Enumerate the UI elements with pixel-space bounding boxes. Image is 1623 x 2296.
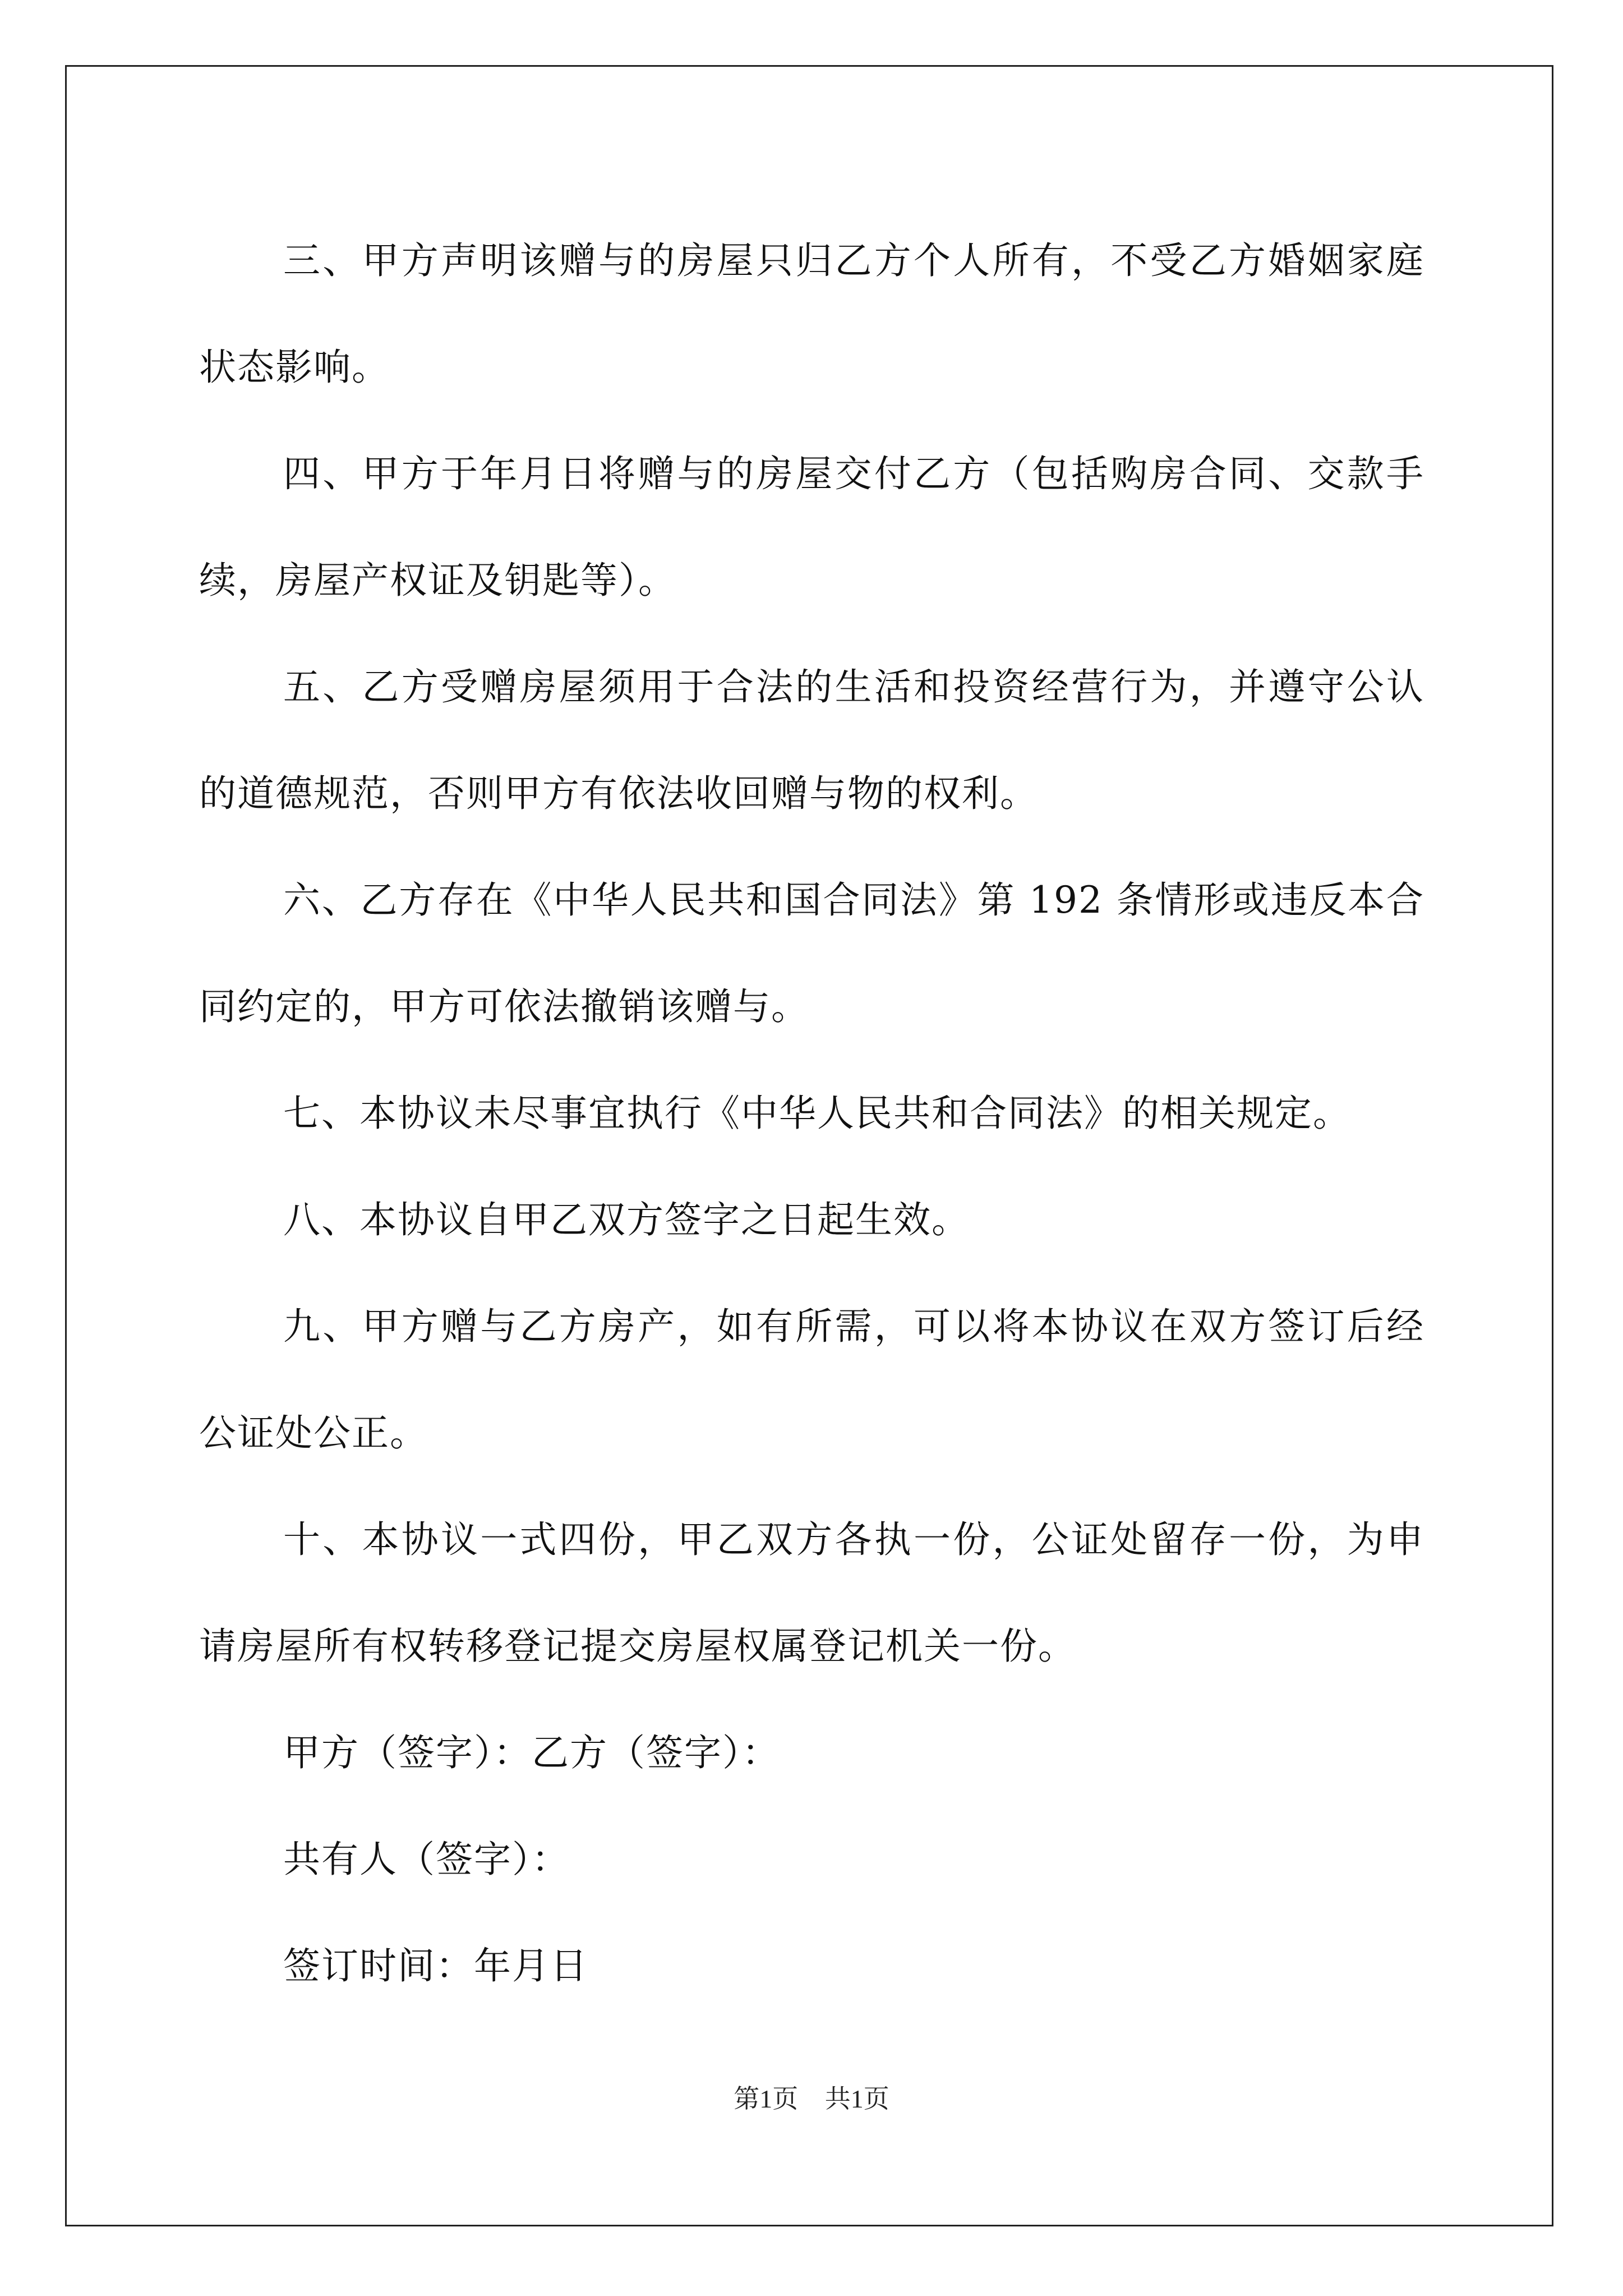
page-total: 共1页 — [824, 2085, 889, 2113]
clause-3: 三、甲方声明该赠与的房屋只归乙方个人所有，不受乙方婚姻家庭状态影响。 — [199, 239, 1424, 389]
document-body — [199, 208, 1424, 2019]
clause-4: 四、甲方于年月日将赠与的房屋交付乙方（包括购房合同、交款手续，房屋产权证及钥匙等）。 — [199, 452, 1424, 602]
clause-5: 五、乙方受赠房屋须用于合法的生活和投资经营行为，并遵守公认的道德规范，否则甲方有依法收回赠与物的权利。 — [199, 665, 1424, 815]
clause-7: 七、本协议未尽事宜执行《中华人民共和合同法》的相关规定。 — [283, 1092, 1351, 1135]
page-number: 第1页 — [734, 2085, 799, 2113]
clause-10: 十、本协议一式四份，甲乙双方各执一份，公证处留存一份，为申请房屋所有权转移登记提交房屋权属登记机关一份。 — [199, 1518, 1424, 1668]
clause-8: 八、本协议自甲乙双方签字之日起生效。 — [283, 1198, 970, 1241]
clause-9: 九、甲方赠与乙方房产，如有所需，可以将本协议在双方签订后经公证处公正。 — [199, 1305, 1424, 1455]
page-footer — [0, 2078, 1623, 2115]
signing-date: 签订时间：年月日 — [283, 1944, 588, 1987]
signature-co-owner: 共有人（签字）： — [283, 1838, 570, 1881]
clause-6: 六、乙方存在《中华人民共和国合同法》第 192 条情形或违反本合同约定的，甲方可依法撤销该赠与。 — [199, 878, 1424, 1028]
signature-parties: 甲方（签字）：乙方（签字）： — [283, 1731, 780, 1774]
